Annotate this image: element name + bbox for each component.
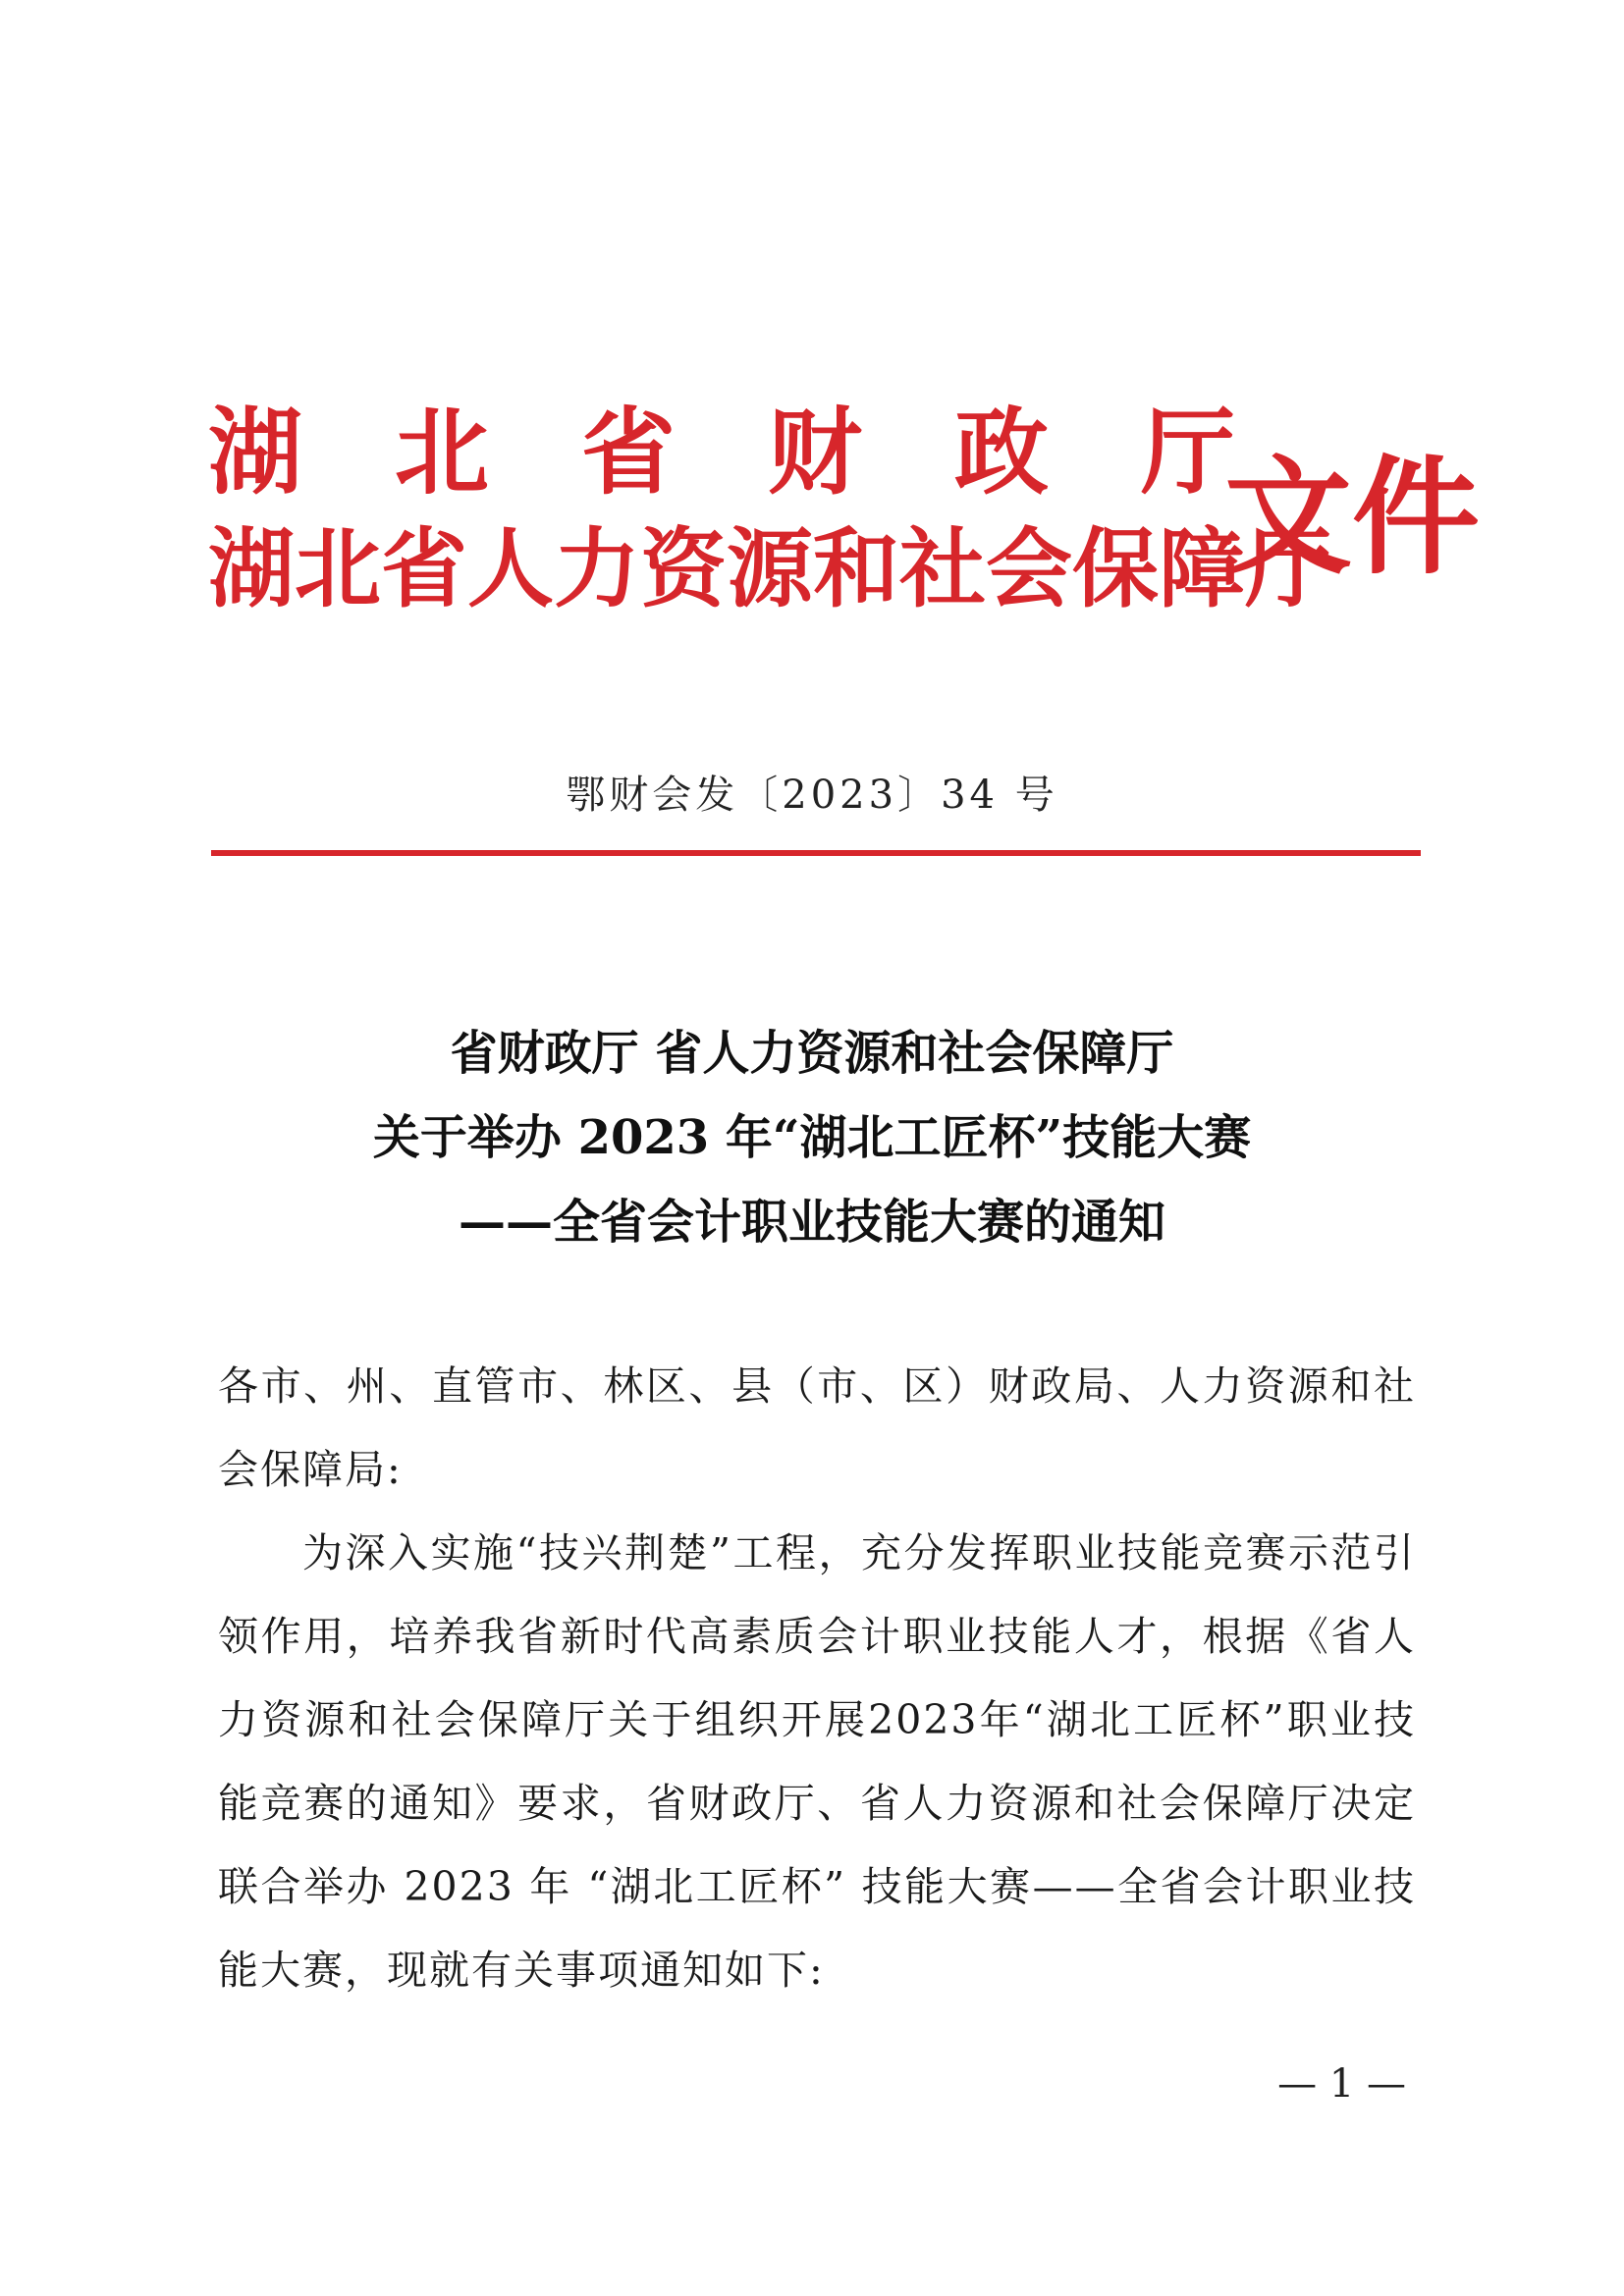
document-number: 鄂财会发〔2023〕34 号 (566, 773, 1058, 818)
page-number: — 1 — (1277, 2061, 1406, 2107)
issuer-hr-department: 湖北省人力资源和社会保障厅 (208, 517, 1332, 619)
issuer-finance-department: 湖北省财政厅 (208, 397, 1327, 507)
header-suffix: 文件 (1224, 442, 1481, 592)
document-body (218, 1345, 1416, 2012)
document-header (208, 368, 1481, 633)
title-line-1: 省财政厅 省人力资源和社会保障厅 (450, 1026, 1174, 1081)
red-divider-line (211, 850, 1421, 856)
document-title (0, 1011, 1624, 1264)
title-line-2: 关于举办 2023 年“湖北工匠杯”技能大赛 (372, 1110, 1252, 1165)
body-paragraph-1: 为深入实施“技兴荆楚”工程，充分发挥职业技能竞赛示范引领作用，培养我省新时代高素质会计职业技能人才，根据《省人力资源和社会保障厅关于组织开展2023年“湖北工匠杯”职业技能竞赛的通知》要求，省财政厅、省人力资源和社会保障厅决定联合举办 2023 年 “湖北工匠杯” 技能大赛——全省会计职业技能大赛，现就有关事项通知如下: (218, 1529, 1416, 1994)
addressee-paragraph: 各市、州、直管市、林区、县（市、区）财政局、人力资源和社会保障局: (218, 1362, 1416, 1493)
title-line-3: ——全省会计职业技能大赛的通知 (458, 1195, 1165, 1250)
